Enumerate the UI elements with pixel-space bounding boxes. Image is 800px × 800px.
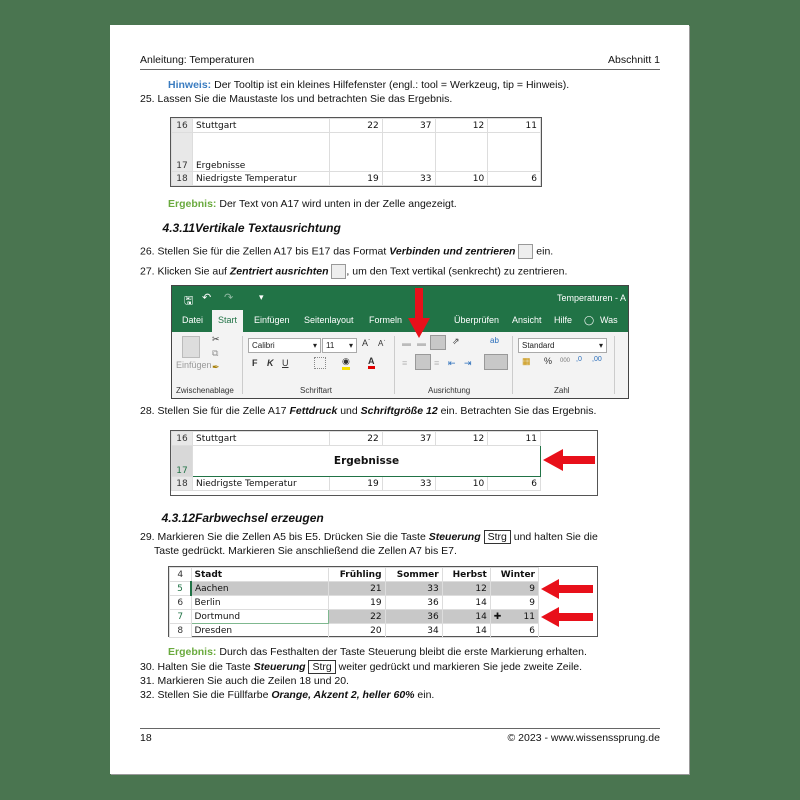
step-31: 31. Markieren Sie auch die Zeilen 18 und 20. [140, 675, 349, 687]
comma-style-icon[interactable]: 000 [560, 358, 571, 364]
table-row: 5 Aachen 21 33 12 9 [170, 582, 539, 596]
align-left-icon[interactable]: ≡ [402, 358, 408, 368]
step-29: 29. Markieren Sie die Zellen A5 bis E5. Drücken Sie die Taste Steuerung Strg und halten Sie die [140, 531, 598, 543]
page-footer [140, 728, 660, 744]
window-title: Temperaturen - A [556, 293, 626, 303]
cut-icon[interactable]: ✂ [212, 334, 220, 344]
undo-icon[interactable]: ↶ [202, 292, 212, 304]
red-arrow-left-icon [543, 449, 595, 471]
red-arrow-down-icon [408, 288, 430, 340]
align-right-icon[interactable]: ≡ [434, 358, 440, 368]
table-row: 7 Dortmund 22 36 14 ✚ 11 [170, 610, 539, 624]
quick-access-toolbar [172, 286, 628, 310]
strg-key: Strg [308, 660, 335, 674]
bottom-align-button[interactable] [430, 335, 446, 350]
ribbon-body [172, 332, 628, 398]
copyright: © 2023 - www.wissenssprung.de [507, 732, 660, 744]
align-center-button[interactable] [415, 354, 431, 370]
borders-icon[interactable] [314, 357, 326, 369]
step-27: 27. Klicken Sie auf Zentriert ausrichten , um den Text vertikal (senkrecht) zu zentrieren. [140, 265, 568, 278]
red-arrow-left-icon [541, 607, 593, 627]
font-name-select[interactable]: Calibri ▾ [248, 338, 321, 353]
table-row: 8 Dresden 20 34 14 6 [170, 624, 539, 638]
merged-cell-a17[interactable]: Ergebnisse [193, 446, 541, 477]
tab-formeln[interactable]: Formeln [369, 315, 403, 325]
redo-icon[interactable]: ↷ [224, 292, 234, 304]
page-header [140, 54, 660, 70]
percent-icon[interactable]: % [544, 356, 553, 366]
group-label-font: Schriftart [300, 386, 333, 395]
group-label-alignment: Ausrichtung [428, 386, 471, 395]
strg-key: Strg [484, 530, 511, 544]
paste-icon[interactable] [182, 336, 200, 358]
decrease-indent-icon[interactable]: ⇤ [448, 358, 456, 368]
step-26: 26. Stellen Sie für die Zellen A17 bis E17 das Format Verbinden und zentrieren ein. [140, 245, 554, 258]
table-row: 18 Niedrigste Temperatur 19 33 10 6 [172, 477, 541, 491]
decrease-decimal-icon[interactable]: ,00 [592, 356, 602, 363]
number-format-select[interactable]: Standard ▾ [518, 338, 607, 353]
tab-datei[interactable]: Datei [182, 315, 204, 325]
step-32: 32. Stellen Sie die Füllfarbe Orange, Akzent 2, heller 60% ein. [140, 689, 435, 701]
spreadsheet-excerpt-1 [170, 117, 542, 187]
spreadsheet-excerpt-3 [168, 566, 598, 637]
format-painter-icon[interactable]: ✒ [212, 362, 220, 372]
step-25: 25. Lassen Sie die Maustaste los und betrachten Sie das Ergebnis. [140, 93, 453, 105]
tab-ueberpruefen[interactable]: Überprüfen [454, 315, 500, 325]
group-label-number: Zahl [554, 386, 570, 395]
middle-align-icon [331, 264, 346, 279]
tab-tell-me[interactable]: Was [600, 315, 618, 325]
wrap-text-icon[interactable]: ab [490, 336, 499, 345]
accounting-format-icon[interactable]: ▦ [522, 356, 531, 366]
table-header-row: 4 Stadt Frühling Sommer Herbst Winter [170, 568, 539, 582]
orientation-icon[interactable]: ⇗ [452, 336, 460, 346]
red-arrow-left-icon [541, 579, 593, 599]
middle-align-button[interactable]: ▬ [417, 338, 426, 348]
merge-center-icon [518, 244, 533, 259]
increase-decimal-icon[interactable]: ,0 [576, 356, 582, 363]
step-28: 28. Stellen Sie für die Zelle A17 Fettdruck und Schriftgröße 12 ein. Betrachten Sie das Ergebnis. [140, 405, 597, 417]
table-row: 18 Niedrigste Temperatur 19 33 10 6 [172, 172, 541, 186]
tab-ansicht[interactable]: Ansicht [512, 315, 542, 325]
result-1: Ergebnis: Der Text von A17 wird unten in der Zelle angezeigt. [168, 198, 457, 210]
table-row: 17 Ergebnisse [172, 446, 541, 477]
shrink-font-icon[interactable]: A˙ [378, 339, 386, 348]
font-size-select[interactable]: 11 ▾ [322, 338, 357, 353]
section-heading-4-3-11: 4.3.11Vertikale Textausrichtung [162, 221, 341, 235]
tab-hilfe[interactable]: Hilfe [554, 315, 573, 325]
header-right: Abschnitt 1 [608, 54, 660, 66]
step-29-line2: Taste gedrückt. Markieren Sie anschließend die Zellen A7 bis E7. [154, 545, 457, 557]
customize-toolbar-icon[interactable]: ▾ [259, 292, 264, 302]
increase-indent-icon[interactable]: ⇥ [464, 358, 472, 368]
tab-start[interactable]: Start [212, 310, 243, 332]
cell-cursor-icon: ✚ [493, 611, 502, 622]
underline-button[interactable]: U [282, 358, 289, 368]
tab-seitenlayout[interactable]: Seitenlayout [304, 315, 354, 325]
header-left: Anleitung: Temperaturen [140, 54, 255, 66]
tab-einfuegen[interactable]: Einfügen [254, 315, 290, 325]
italic-button[interactable]: K [267, 358, 274, 368]
save-icon[interactable]: 🖫 [184, 295, 194, 307]
group-label-clipboard: Zwischenablage [176, 386, 234, 395]
result-2: Ergebnis: Durch das Festhalten der Taste Steuerung bleibt die erste Markierung erhalten. [168, 646, 587, 658]
merge-center-button[interactable] [484, 354, 508, 370]
document-page [110, 25, 689, 774]
section-heading-4-3-12: 4.3.12Farbwechsel erzeugen [161, 511, 324, 525]
table-row: 17 Ergebnisse [172, 133, 541, 172]
lightbulb-icon[interactable]: ◯ [584, 315, 595, 325]
paste-button[interactable]: Einfügen [176, 360, 212, 370]
font-color-icon[interactable]: A [368, 356, 375, 369]
grow-font-icon[interactable]: A˙ [362, 338, 371, 348]
bold-button[interactable]: F [252, 358, 258, 368]
copy-icon[interactable]: ⧉ [212, 348, 219, 358]
fill-color-icon[interactable]: ◉ [342, 356, 350, 370]
top-align-icon[interactable]: ▬ [402, 338, 411, 348]
spreadsheet-excerpt-2 [170, 430, 598, 496]
page-number: 18 [140, 732, 152, 744]
table-row: 16 Stuttgart 22 37 12 11 [172, 119, 541, 133]
note-hinweis: Hinweis: Der Tooltip ist ein kleines Hilfefenster (engl.: tool = Werkzeug, tip = Hinweis). [168, 79, 570, 91]
ribbon-tabs [172, 310, 628, 332]
step-30: 30. Halten Sie die Taste Steuerung Strg weiter gedrückt und markieren Sie jede zweite Zeile. [140, 661, 583, 673]
table-row: 6 Berlin 19 36 14 9 [170, 596, 539, 610]
excel-ribbon-screenshot [171, 285, 629, 399]
table-row: 16 Stuttgart 22 37 12 11 [172, 432, 541, 446]
